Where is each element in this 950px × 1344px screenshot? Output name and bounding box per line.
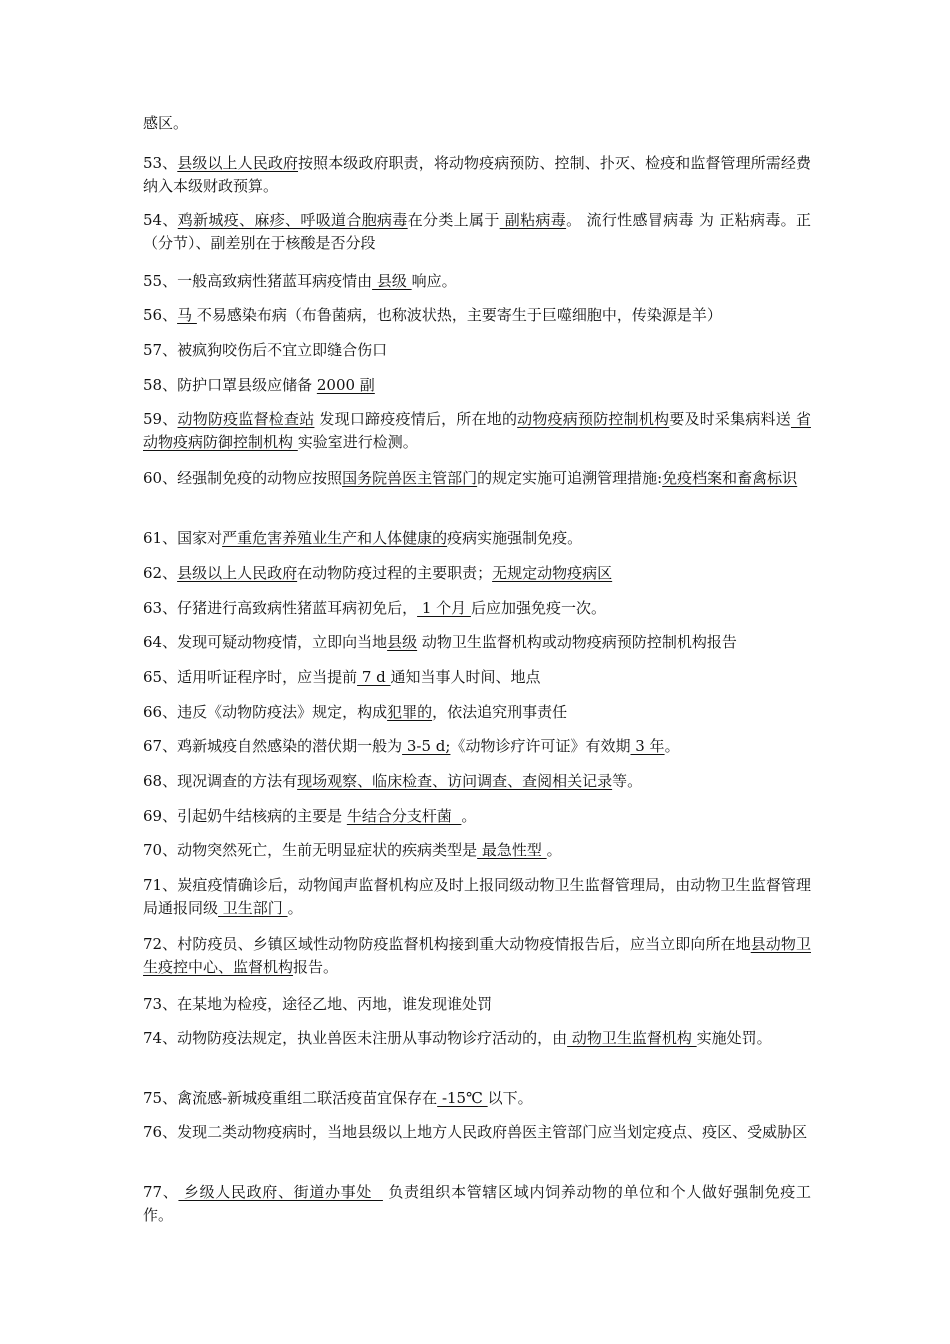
text-segment: 63、仔猪进行高致病性猪蓝耳病初免后， xyxy=(143,599,418,617)
underlined-answer: 县级以上人民政府 xyxy=(177,564,298,582)
text-segment: 。 xyxy=(287,899,303,917)
paragraph xyxy=(143,1181,811,1227)
text-segment: 。 xyxy=(546,841,562,859)
paragraph xyxy=(143,339,811,362)
text-segment: 57、被疯狗咬伤后不宜立即缝合伤口 xyxy=(143,341,388,359)
text-segment: 72、村防疫员、乡镇区域性动物防疫监督机构接到重大动物疫情报告后，应当立即向所在地 xyxy=(143,935,751,953)
paragraph xyxy=(143,408,811,454)
text-segment: 等。 xyxy=(612,772,643,790)
text-segment: 66、违反《动物防疫法》规定，构成 xyxy=(143,703,388,721)
paragraph xyxy=(143,993,811,1016)
underlined-answer: 动物疫病预防控制机构 xyxy=(517,410,670,428)
text-segment: 61、国家对 xyxy=(143,529,223,547)
text-segment: 在动物防疫过程的主要职责； xyxy=(297,564,493,582)
paragraph xyxy=(143,701,811,724)
text-segment: 后应加强免疫一次。 xyxy=(470,599,606,617)
text-segment: 在分类上属于 xyxy=(407,211,500,229)
text-segment: 负责组织本管辖区域内饲养动物的单位和个人做好强制免疫工作。 xyxy=(143,1183,811,1224)
text-segment: 通知当事人时间、地点 xyxy=(390,668,541,686)
underlined-answer: 卫生部门 xyxy=(218,899,288,917)
underlined-answer: 国务院兽医主管部门 xyxy=(342,469,478,487)
text-segment: 75、禽流感-新城疫重组二联活疫苗宜保存在 xyxy=(143,1089,438,1107)
paragraph xyxy=(143,805,811,828)
underlined-answer: 副粘病毒 xyxy=(499,211,567,229)
underlined-answer: 动物防疫监督检查站 xyxy=(177,410,315,428)
text-segment: 71、炭疽疫情确诊后，动物闻声监督机构应及时上报同级动物卫生监督管理局，由动物卫生监督管理局通报同级 xyxy=(143,876,811,917)
underlined-answer: 县级 xyxy=(387,633,418,651)
paragraph xyxy=(143,112,811,135)
underlined-answer: 县级以上人民政府 xyxy=(177,154,299,172)
underlined-answer: 最急性型 xyxy=(477,841,547,859)
paragraph xyxy=(143,1121,811,1144)
underlined-answer: 免疫档案和畜禽标识 xyxy=(662,469,798,487)
paragraph xyxy=(143,467,811,490)
text-segment: 53、 xyxy=(143,154,178,172)
underlined-answer: 马 xyxy=(177,306,197,324)
text-segment: 实验室进行检测。 xyxy=(297,433,418,451)
paragraph xyxy=(143,839,811,862)
text-segment: 。 流行性感冒病毒 为 正粘病毒。正（分节）、副差别在于核酸是否分段 xyxy=(143,211,811,252)
text-segment: 响应。 xyxy=(411,272,457,290)
text-segment: 62、 xyxy=(143,564,178,582)
text-segment: 54、 xyxy=(143,211,178,229)
text-segment: 动物卫生监督机构或动物疫病预防控制机构报告 xyxy=(417,633,737,651)
text-segment: 65、适用听证程序时，应当提前 xyxy=(143,668,358,686)
underlined-answer: 7 d xyxy=(357,668,391,686)
paragraph xyxy=(143,666,811,689)
paragraph xyxy=(143,933,811,979)
underlined-answer: 犯罪的 xyxy=(387,703,433,721)
underlined-answer: 乡级人民政府、街道办事处 xyxy=(178,1183,383,1201)
text-segment: 59、 xyxy=(143,410,178,428)
text-segment: 76、发现二类动物疫病时，当地县级以上地方人民政府兽医主管部门应当划定疫点、疫区、受威胁区 xyxy=(143,1123,808,1141)
text-segment: 74、动物防疫法规定，执业兽医未注册从事动物诊疗活动的，由 xyxy=(143,1029,568,1047)
text-segment: 实施处罚。 xyxy=(696,1029,772,1047)
text-segment: 69、引起奶牛结核病的主要是 xyxy=(143,807,347,825)
text-segment: 70、动物突然死亡，生前无明显症状的疾病类型是 xyxy=(143,841,478,859)
paragraph xyxy=(143,770,811,793)
text-segment: 64、发现可疑动物疫情，立即向当地 xyxy=(143,633,388,651)
underlined-answer: 省动物疫病防御控制机构 xyxy=(143,410,811,451)
text-segment: 56、 xyxy=(143,306,178,324)
paragraph xyxy=(143,735,811,758)
text-segment: 55、一般高致病性猪蓝耳病疫情由 xyxy=(143,272,373,290)
text-segment: 要及时采集病料送 xyxy=(669,410,791,428)
underlined-answer: 县级 xyxy=(372,272,412,290)
underlined-answer: 县动物卫生疫控中心、监督机构 xyxy=(143,935,811,976)
text-segment: 。 xyxy=(664,737,680,755)
text-segment: ，依法追究刑事责任 xyxy=(432,703,568,721)
paragraph xyxy=(143,1087,811,1110)
paragraph xyxy=(143,152,811,198)
paragraph xyxy=(143,304,811,327)
text-segment: 按照本级政府职责，将动物疫病预防、控制、扑灭、检疫和监督管理所需经费纳入本级财政预算。 xyxy=(143,154,811,195)
paragraph xyxy=(143,874,811,920)
text-segment: 68、现况调查的方法有 xyxy=(143,772,298,790)
underlined-answer: 动物卫生监督机构 xyxy=(567,1029,697,1047)
text-segment: 感区。 xyxy=(143,114,189,132)
underlined-answer: 无规定动物疫病区 xyxy=(492,564,613,582)
underlined-answer: 现场观察、临床检查、访问调查、查阅相关记录 xyxy=(297,772,613,790)
paragraph xyxy=(143,270,811,293)
text-segment: 。 xyxy=(461,807,477,825)
underlined-answer: 牛结合分支杆菌 xyxy=(346,807,462,825)
underlined-answer: 3-5 d; xyxy=(402,737,451,755)
underlined-answer: 2000 副 xyxy=(316,376,375,394)
text-segment: 的规定实施可追溯管理措施: xyxy=(477,469,663,487)
paragraph xyxy=(143,527,811,550)
text-segment: 73、在某地为检疫，途径乙地、丙地，谁发现谁处罚 xyxy=(143,995,493,1013)
paragraph xyxy=(143,562,811,585)
paragraph xyxy=(143,374,811,397)
paragraph xyxy=(143,597,811,620)
text-segment: 发现口蹄疫疫情后，所在地的 xyxy=(314,410,518,428)
text-segment: 77、 xyxy=(143,1183,179,1201)
text-segment: 《动物诊疗许可证》有效期 xyxy=(450,737,631,755)
underlined-answer: 鸡新城疫、麻疹、呼吸道合胞病毒 xyxy=(177,211,408,229)
underlined-answer: 1 个月 xyxy=(417,599,471,617)
paragraph xyxy=(143,209,811,255)
text-segment: 疫病实施强制免疫。 xyxy=(447,529,583,547)
text-segment: 60、经强制免疫的动物应按照 xyxy=(143,469,343,487)
text-segment: 以下。 xyxy=(487,1089,533,1107)
paragraph xyxy=(143,631,811,654)
underlined-answer: 严重危害养殖业生产和人体健康的 xyxy=(222,529,448,547)
text-segment: 58、防护口罩县级应储备 xyxy=(143,376,317,394)
text-segment: 67、鸡新城疫自然感染的潜伏期一般为 xyxy=(143,737,403,755)
text-segment: 不易感染布病（布鲁菌病，也称波状热，主要寄生于巨噬细胞中，传染源是羊） xyxy=(196,306,722,324)
underlined-answer: -15℃ xyxy=(437,1089,488,1107)
underlined-answer: 3 年 xyxy=(630,737,665,755)
paragraph xyxy=(143,1027,811,1050)
text-segment: 报告。 xyxy=(293,958,339,976)
